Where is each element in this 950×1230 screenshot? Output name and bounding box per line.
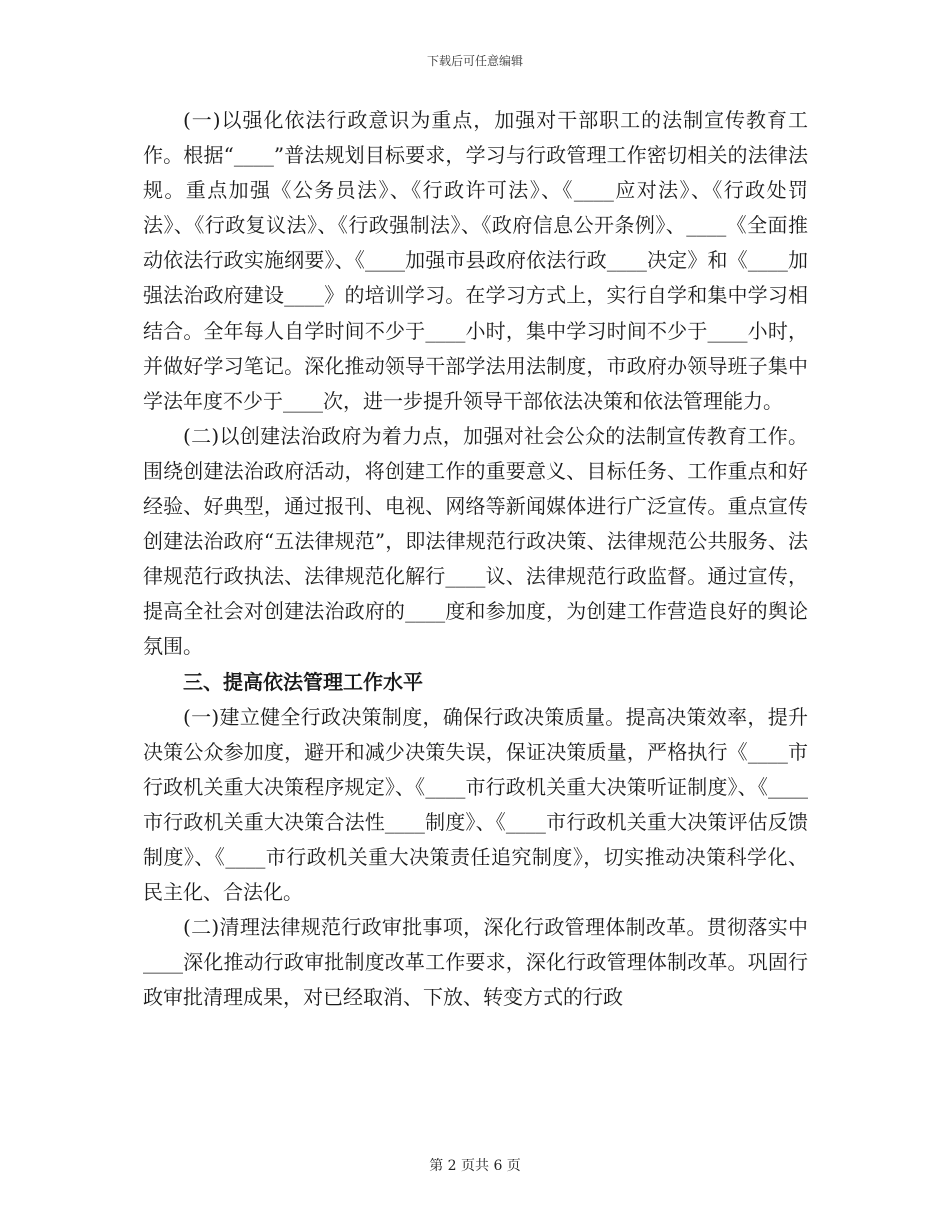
page-header: 下载后可任意编辑 <box>426 54 523 68</box>
page-footer: 第 2 页共 6 页 <box>429 1158 521 1174</box>
paragraph: (二)以创建法治政府为着力点，加强对社会公众的法制宣传教育工作。围绕创建法治政府活动，将创建工作的重要意义、目标任务、工作重点和好经验、好典型，通过报刊、电视、网络等新闻媒体进行广泛宣传。重点宣传创建法治政府“五法律规范”，即法律规范行政决策、法律规范公共服务、法律规范行政执法、法律规范化解行____议、法律规范行政监督。通过宣传，提高全社会对创建法治政府的____度和参加度，为创建工作营造良好的舆论氛围。 <box>143 423 808 659</box>
paragraph: (一)以强化依法行政意识为重点，加强对干部职工的法制宣传教育工作。根据“____”普法规划目标要求，学习与行政管理工作密切相关的法律法规。重点加强《公务员法》、《行政许可法》、《____应对法》、《行政处罚法》、《行政复议法》、《行政强制法》、《政府信息公开条例》、____《全面推动依法行政实施纲要》、《____加强市县政府依法行政____决定》和《____加强法治政府建设____》的培训学习。在学习方式上，实行自学和集中学习相结合。全年每人自学时间不少于____小时，集中学习时间不少于____小时，并做好学习笔记。深化推动领导干部学法用法制度，市政府办领导班子集中学法年度不少于____次，进一步提升领导干部依法决策和依法管理能力。 <box>143 108 808 413</box>
document-body <box>143 103 808 1015</box>
paragraph: (二)清理法律规范行政审批事项，深化行政管理体制改革。贯彻落实中____深化推动行政审批制度改革工作要求，深化行政管理体制改革。巩固行政审批清理成果，对已经取消、下放、转变方式的行政 <box>143 915 808 1010</box>
paragraph: (一)建立健全行政决策制度，确保行政决策质量。提高决策效率，提升决策公众参加度，避开和减少决策失误，保证决策质量，严格执行《____市行政机关重大决策程序规定》、《____市行政机关重大决策听证制度》、《____市行政机关重大决策合法性____制度》、《____市行政机关重大决策评估反馈制度》、《____市行政机关重大决策责任追究制度》，切实推动决策科学化、民主化、合法化。 <box>143 704 808 905</box>
section-heading: 三、提高依法管理工作水平 <box>183 669 423 694</box>
